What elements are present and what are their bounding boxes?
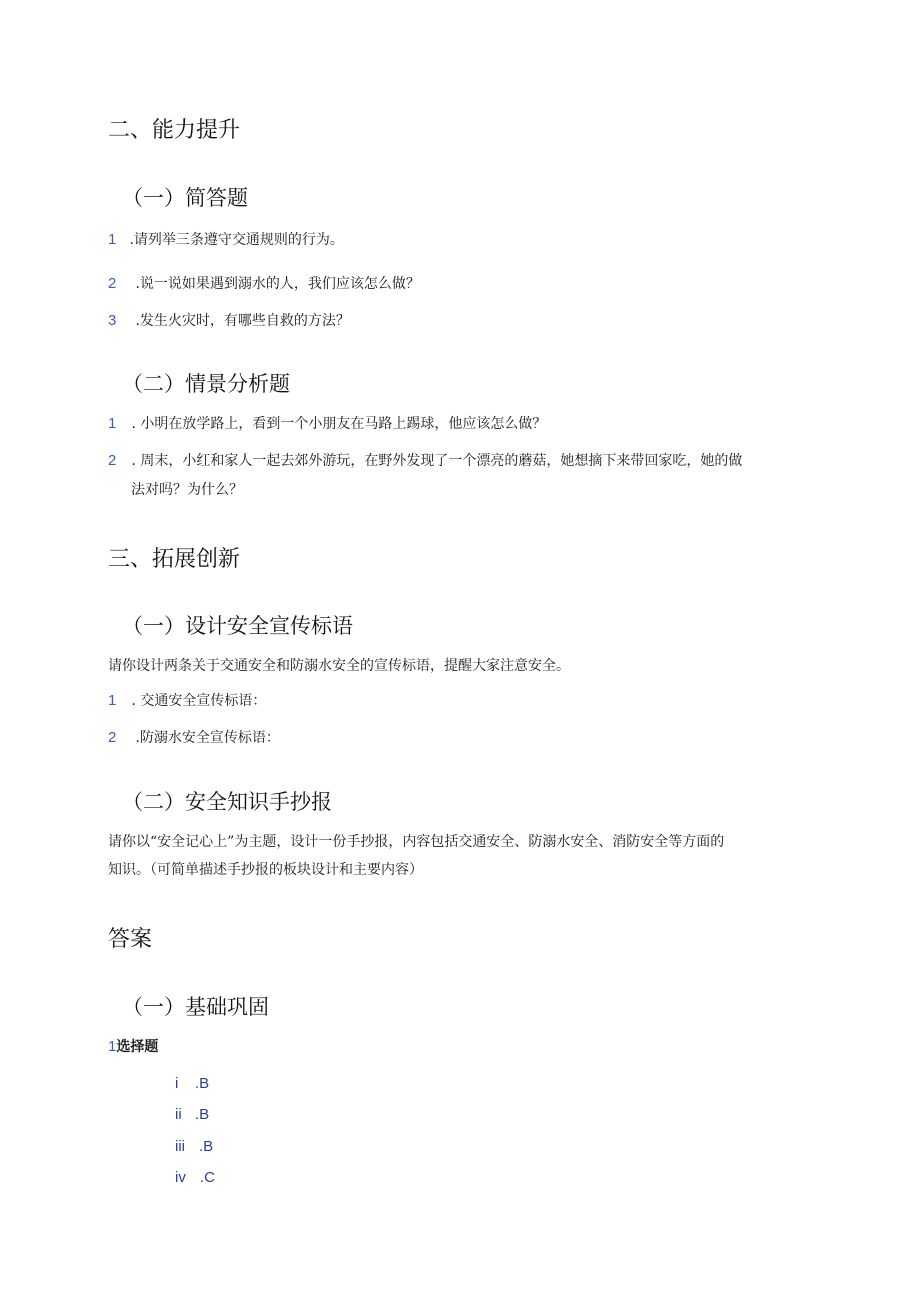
item-number: 1 <box>108 692 117 709</box>
answer-value: .C <box>200 1169 215 1186</box>
subsection-heading: （二）安全知识手抄报 <box>122 790 332 814</box>
item-number: 2 <box>108 275 117 292</box>
list-item <box>108 273 420 293</box>
item-text-continued: 法对吗？为什么？ <box>131 482 243 498</box>
subsection-heading: （一）基础巩固 <box>122 995 269 1019</box>
subsection-heading: （一）设计安全宣传标语 <box>122 614 353 638</box>
subsection-heading: （二）情景分析题 <box>122 372 290 396</box>
item-number: 3 <box>108 312 117 329</box>
section-heading: 二、能力提升 <box>108 118 241 143</box>
section-heading: 三、拓展创新 <box>108 547 241 572</box>
answers-heading: 答案 <box>108 927 153 952</box>
list-item <box>108 229 344 249</box>
answer-item <box>175 1136 213 1155</box>
paragraph: 请你设计两条关于交通安全和防溺水安全的宣传标语，提醒大家注意安全。 <box>108 658 570 674</box>
answer-value: .B <box>195 1106 210 1123</box>
answer-item <box>175 1167 215 1186</box>
item-text: . 周末，小红和家人一起去郊外游玩，在野外发现了一个漂亮的蘑菇，她想摘下来带回家吃，她的做 <box>131 453 743 469</box>
list-item <box>108 727 280 747</box>
item-number: 2 <box>108 452 117 469</box>
item-number: 1 <box>108 415 117 432</box>
item-text: .请列举三条遵守交通规则的行为。 <box>129 232 344 248</box>
list-item <box>108 690 266 710</box>
answer-item <box>175 1104 209 1123</box>
answer-item <box>175 1073 209 1092</box>
item-text: .发生火灾时，有哪些自救的方法？ <box>135 313 350 329</box>
list-item <box>108 450 742 470</box>
subsection-heading: （一）简答题 <box>122 186 248 210</box>
answer-value: .B <box>195 1075 210 1092</box>
answer-value: .B <box>199 1138 214 1155</box>
roman-numeral: iv <box>175 1169 186 1186</box>
item-text: . 交通安全宣传标语： <box>131 693 267 709</box>
item-text: .说一说如果遇到溺水的人，我们应该怎么做？ <box>135 276 420 292</box>
roman-numeral: ii <box>175 1106 182 1123</box>
item-text: .防溺水安全宣传标语： <box>135 730 280 746</box>
label-text: 选择题 <box>116 1039 159 1055</box>
answer-label <box>108 1036 158 1056</box>
item-text: . 小明在放学路上，看到一个小朋友在马路上踢球，他应该怎么做？ <box>131 416 547 432</box>
label-number: 1 <box>108 1038 117 1055</box>
list-item <box>108 310 350 330</box>
paragraph: 请你以“安全记心上”为主题，设计一份手抄报，内容包括交通安全、防溺水安全、消防安全等方面的 <box>108 834 725 850</box>
item-number: 2 <box>108 729 117 746</box>
paragraph: 知识。（可简单描述手抄报的板块设计和主要内容） <box>108 862 423 878</box>
list-item <box>108 413 546 433</box>
item-number: 1 <box>108 231 117 248</box>
roman-numeral: i <box>175 1075 179 1092</box>
roman-numeral: iii <box>175 1138 185 1155</box>
